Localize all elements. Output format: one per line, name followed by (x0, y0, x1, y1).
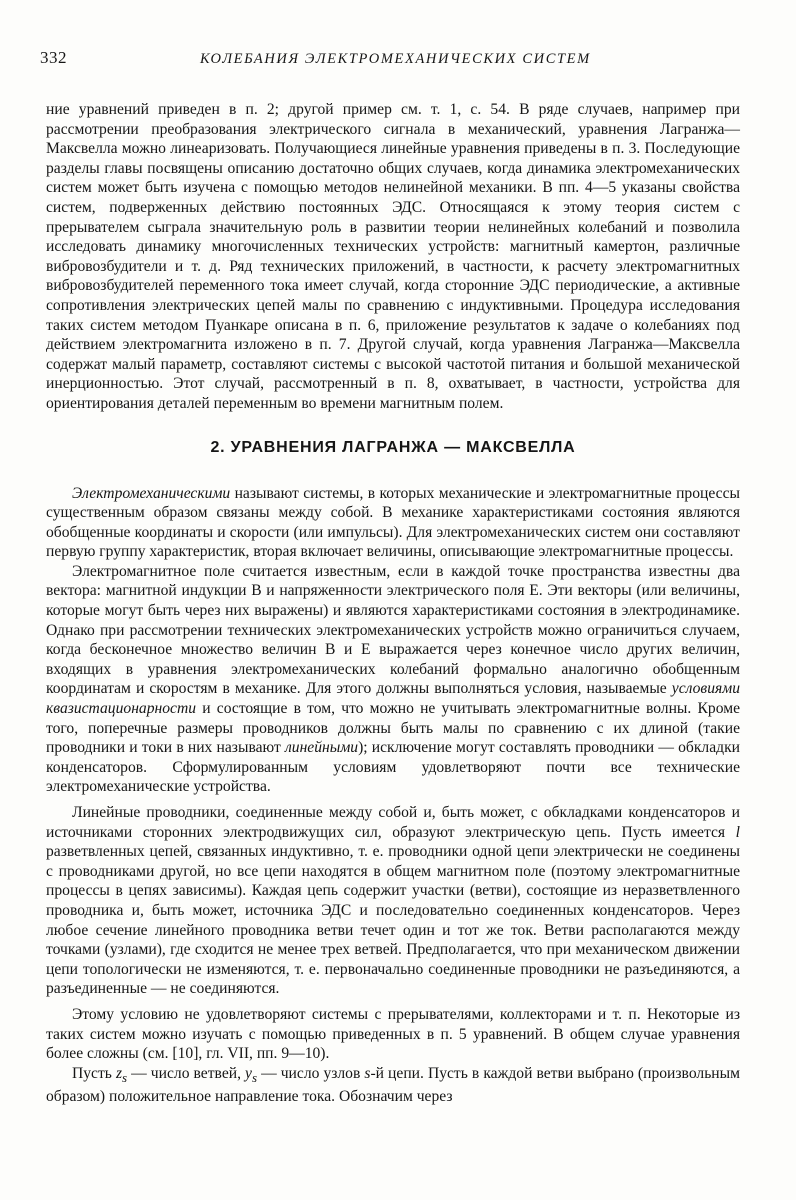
paragraph-circuits (46, 803, 740, 999)
paragraph-field-text-3: ); исключение могут составлять проводники — обкладки конденсаторов. Сформулированным условиям удовлетворяют почти все технические электромеханические устройства. (46, 739, 740, 796)
variable-z: z (115, 1064, 123, 1082)
notation-text-2: — число ветвей, (127, 1064, 246, 1082)
page-number: 332 (40, 48, 67, 67)
paragraph-notation (46, 1064, 740, 1107)
notation-text-3: — число узлов (257, 1064, 365, 1082)
term-electromechanical: Электромеханическими (72, 484, 231, 502)
paragraph-definition (46, 484, 740, 562)
paragraph-exceptions: Этому условию не удовлетворяют системы с прерывателями, коллекторами и т. п. Некоторые из таких систем можно изучать с помощью приведенных в п. 5 уравнений. В общем случае уравнения более сложны (см. [10], гл. VII, пп. 9—10). (46, 1005, 740, 1063)
term-linear: линейными (284, 739, 359, 757)
paragraph-circuits-text-1: Линейные проводники, соединенные между собой и, быть может, с обкладками конденсаторов и источниками сторонних электродвижущих сил, образуют электрическую цепь. Пусть имеется (46, 804, 740, 841)
paragraph-circuits-text-2: разветвленных цепей, связанных индуктивно, т. е. проводники одной цепи электрически не соединены с проводниками другой, но все цепи находятся в общем магнитном поле (поэтому электромагнитные процессы в цепях зависимы). Каждая цепь содержит участки (ветви), состоящие из неразветвленного проводника и, быть может, источника ЭДС и последовательно соединенных конденсаторов. Через любое сечение линейного проводника ветви течет один и тот же ток. Ветви располагаются между точками (узлами), где сходится не менее трех ветвей. Предполагается, что при механическом движении цепи топологически не изменяются, т. е. первоначально соединенные проводники не разъединяются, а разъединенные — не соединяются. (46, 843, 740, 998)
paragraph-field (46, 562, 740, 797)
subscript-s-z: s (122, 1069, 128, 1085)
variable-s: s (364, 1064, 371, 1082)
paragraph-definition-text: называют системы, в которых механические и электромагнитные процессы существенным образом связаны между собой. В механике характеристиками состояния являются обобщенные координаты и скорости (или импульсы). Для электромеханических систем они составляют первую группу характеристик, вторая включает величины, описывающие электромагнитные процессы. (46, 484, 740, 561)
paragraph-field-text-1: Электромагнитное поле считается известным, если в каждой точке пространства известны два вектора: магнитной индукции B и напряженности электрического поля E. Эти векторы (или величины, которые могут быть через них выражены) и являются характеристиками состояния в электродинамике. Однако при рассмотрении технических электромеханических устройств можно ограничиться случаем, когда бесконечное множество величин B и E выражается через конечное число других величин, входящих в уравнения электромеханических колебаний формально аналогично обобщенным координатам и скоростям в механике. Для этого должны выполняться условия, называемые (46, 562, 740, 698)
term-quasistationarity: условиями квазистационарности (46, 680, 740, 718)
intro-paragraph: ние уравнений приведен в п. 2; другой пример см. т. 1, с. 54. В ряде случаев, например при рассмотрении преобразования электрического сигнала в механический, уравнения Лагранжа—Максвелла можно линеаризовать. Получающиеся линейные уравнения приведены в п. 3. Последующие разделы главы посвящены описанию достаточно общих случаев, когда динамика электромеханических систем может быть изучена с помощью методов нелинейной механики. В пп. 4—5 указаны свойства систем, подверженных действию постоянных ЭДС. Относящаяся к этому теория систем с прерывателем сыграла значительную роль в развитии теории нелинейных колебаний и позволила исследовать динамику многочисленных технических устройств: магнитный камертон, различные вибровозбудители и т. д. Ряд технических приложений, в частности, к расчету электромагнитных вибровозбудителей переменного тока имеет случай, когда сторонние ЭДС периодические, а активные сопротивления электрических цепей малы по сравнению с индуктивными. Процедура исследования таких систем методом Пуанкаре описана в п. 6, приложение результатов к задаче о колебаниях под действием электромагнита изложено в п. 7. Другой случай, когда уравнения Лагранжа—Максвелла содержат малый параметр, составляют системы с высокой частотой питания и большой механической инерционностью. Этот случай, рассмотренный в п. 8, охватывает, в частности, устройства для ориентирования деталей переменным во времени магнитным полем. (46, 101, 740, 412)
page-body (46, 100, 740, 1107)
paragraph-field-text-2: и состоящие в том, что можно не учитывать электромагнитные волны. Кроме того, поперечные размеры проводников должны быть малы по сравнению с их длиной (такие проводники и токи в них называют (46, 700, 740, 757)
subscript-s-y: s (251, 1069, 258, 1085)
running-title: КОЛЕБАНИЯ ЭЛЕКТРОМЕХАНИЧЕСКИХ СИСТЕМ (200, 51, 591, 67)
running-head (40, 48, 746, 70)
section-heading: 2. УРАВНЕНИЯ ЛАГРАНЖА — МАКСВЕЛЛА (210, 438, 576, 456)
variable-y: y (245, 1064, 252, 1082)
variable-l: l (735, 823, 740, 841)
notation-text-4: -й цепи. Пусть в каждой ветви выбрано (произвольным образом) положительное направление тока. Обозначим через (46, 1064, 740, 1106)
notation-text-1: Пусть (72, 1064, 116, 1082)
section-heading-block (46, 436, 740, 460)
